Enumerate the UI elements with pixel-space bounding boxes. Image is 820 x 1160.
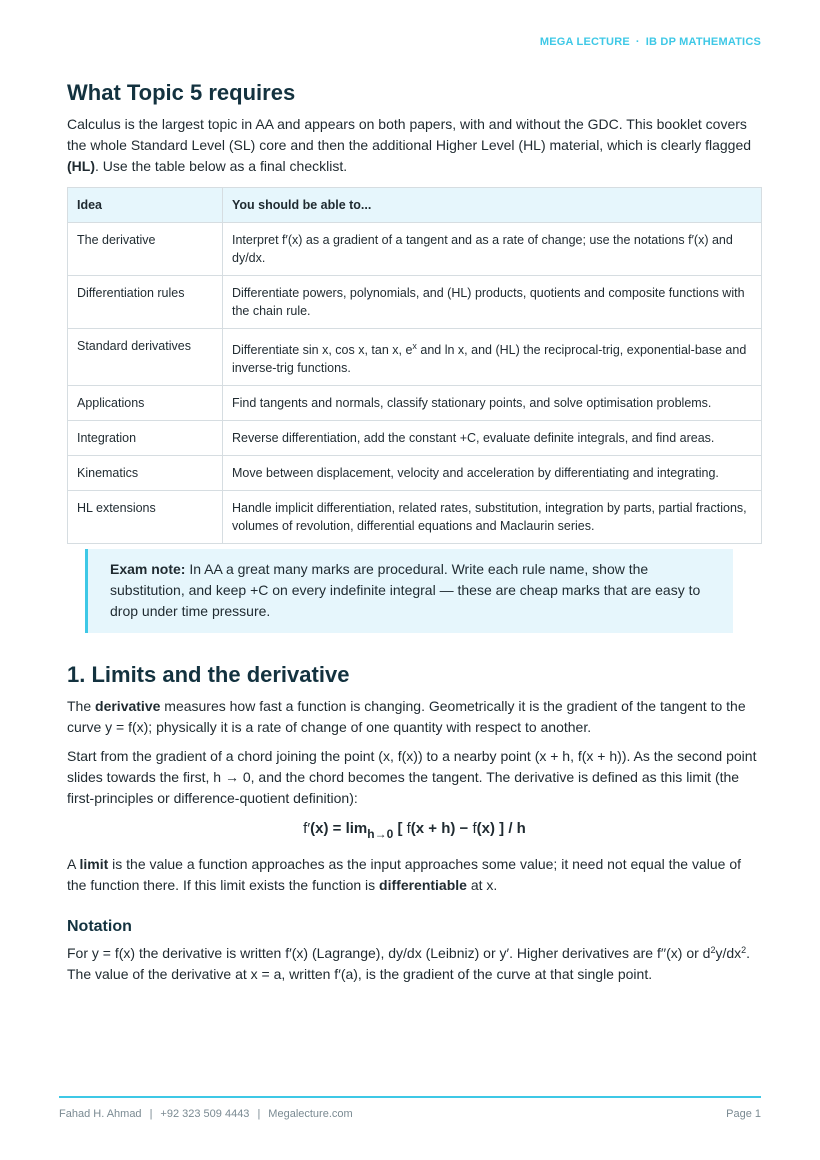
intro-paragraph [67, 114, 762, 177]
row-description: Interpret f′(x) as a gradient of a tangent and as a rate of change; use the notations f′(x) and dy/dx. [223, 223, 762, 276]
formula-f2: f [472, 820, 477, 837]
p1-bold-derivative: derivative [95, 698, 161, 714]
intro-text: Calculus is the largest topic in AA and appears on both papers, with and without the GDC. This booklet covers the whole Standard Level (SL) core and then the additional Higher Level (HL) material, which is clearly flagged [67, 116, 752, 153]
row-description: Move between displacement, velocity and acceleration by differentiating and integrating. [223, 456, 762, 491]
p3-end: at x. [466, 877, 498, 893]
notation-text-start: For y = f(x) the derivative is written f′(x) (Lagrange), dy/dx (Leibniz) or y′. Higher derivatives are f′′(x) or d [67, 945, 711, 961]
table-row [68, 456, 762, 491]
table-row [68, 223, 762, 276]
notation-sup2: 2 [741, 945, 747, 955]
row-idea: Integration [68, 421, 223, 456]
row-idea: HL extensions [68, 491, 223, 544]
row-description: Differentiate powers, polynomials, and (HL) products, quotients and composite functions with the chain rule. [223, 276, 762, 329]
limit-paragraph [67, 854, 762, 896]
chord-paragraph: Start from the gradient of a chord joining the point (x, f(x)) to a nearby point (x + h, f(x + h)). As the second point slides towards the first, h → 0, and the chord becomes the tangent. The derivative is defined as this limit (the first-principles or difference-quotient definition): [67, 748, 757, 806]
table-row [68, 421, 762, 456]
footer-divider [59, 1096, 761, 1098]
intro-title: What Topic 5 requires [67, 80, 296, 105]
notation-paragraph [67, 940, 762, 985]
footer-site: Megalecture.com [268, 1108, 353, 1120]
p3-bold-differentiable: differentiable [379, 877, 467, 893]
row-idea: The derivative [68, 223, 223, 276]
p1-end: measures how fast a function is changing. Geometrically it is the gradient of the tangent to the curve y = f(x); physically it is a rate of change of one quantity with respect to another. [67, 698, 746, 735]
row-description: Handle implicit differentiation, related rates, substitution, integration by parts, partial fractions, volumes of revolution, differential equations and Maclaurin series. [223, 491, 762, 544]
row-description: Reverse differentiation, add the constant +C, evaluate definite integrals, and find areas. [223, 421, 762, 456]
header-idea: Idea [68, 188, 223, 223]
exam-note-callout [85, 549, 733, 633]
row-idea: Differentiation rules [68, 276, 223, 329]
checklist-table [67, 187, 762, 544]
intro-hl-flag: (HL) [67, 158, 95, 174]
p3-mid: is the value a function approaches as the input approaches some value; it need not equal the value of the function there. If this limit exists the function is [67, 856, 742, 893]
derivative-paragraph [67, 696, 762, 738]
intro-text-end: . Use the table below as a final checklist. [95, 158, 348, 174]
row-description-start: Differentiate sin x, cos x, tan x, e [232, 343, 413, 357]
footer-page-number: Page 1 [726, 1108, 761, 1120]
formula-rhs-end: (x) ] / h [476, 820, 526, 837]
table-row [68, 276, 762, 329]
exam-note-text: In AA a great many marks are procedural. Write each rule name, show the substitution, and keep +C on every indefinite integral — these are cheap marks that are easy to drop under time pressure. [110, 561, 701, 619]
row-description: Find tangents and normals, classify stationary points, and solve optimisation problems. [223, 386, 762, 421]
formula-lhs: (x) = lim [310, 820, 368, 837]
row-idea: Kinematics [68, 456, 223, 491]
p3-start: A [67, 856, 80, 872]
footer-sep: | [149, 1108, 153, 1120]
header-subject: IB DP MATHEMATICS [645, 36, 761, 48]
formula-mid1: (x + h) − [410, 820, 473, 837]
formula-limit-subscript: h→0 [367, 827, 394, 841]
header-separator: · [635, 36, 640, 48]
row-description-sup: x [412, 341, 417, 351]
formula-f1: f [406, 820, 411, 837]
section-title: 1. Limits and the derivative [67, 662, 350, 687]
table-row [68, 386, 762, 421]
footer-sep: | [257, 1108, 261, 1120]
p3-bold-limit: limit [79, 856, 109, 872]
header-description: You should be able to... [223, 188, 762, 223]
exam-note-label: Exam note: [110, 561, 186, 577]
formula-open-bracket: [ [393, 820, 407, 837]
footer-author: Fahad H. Ahmad [59, 1108, 142, 1120]
footer-phone: +92 323 509 4443 [160, 1108, 250, 1120]
formula-f-prime: f′ [303, 820, 311, 837]
header-brand: MEGA LECTURE [539, 36, 630, 48]
derivative-formula [67, 817, 762, 846]
footer-contact [59, 1108, 353, 1120]
notation-sup1: 2 [710, 945, 716, 955]
page-content [67, 78, 762, 993]
notation-text-end: . The value of the derivative at x = a, written f′(a), is the gradient of the curve at that single point. [67, 945, 751, 982]
row-idea: Standard derivatives [68, 329, 223, 386]
table-row [68, 491, 762, 544]
p1-start: The [67, 698, 96, 714]
table-row [68, 329, 762, 386]
table-header-row [68, 188, 762, 223]
notation-text-mid: y/dx [715, 945, 742, 961]
row-idea: Applications [68, 386, 223, 421]
row-description [223, 329, 762, 386]
row-description-end: and ln x, and (HL) the reciprocal-trig, exponential-base and inverse-trig functions. [232, 343, 747, 375]
notation-title: Notation [67, 918, 132, 935]
header-tag [540, 36, 761, 48]
